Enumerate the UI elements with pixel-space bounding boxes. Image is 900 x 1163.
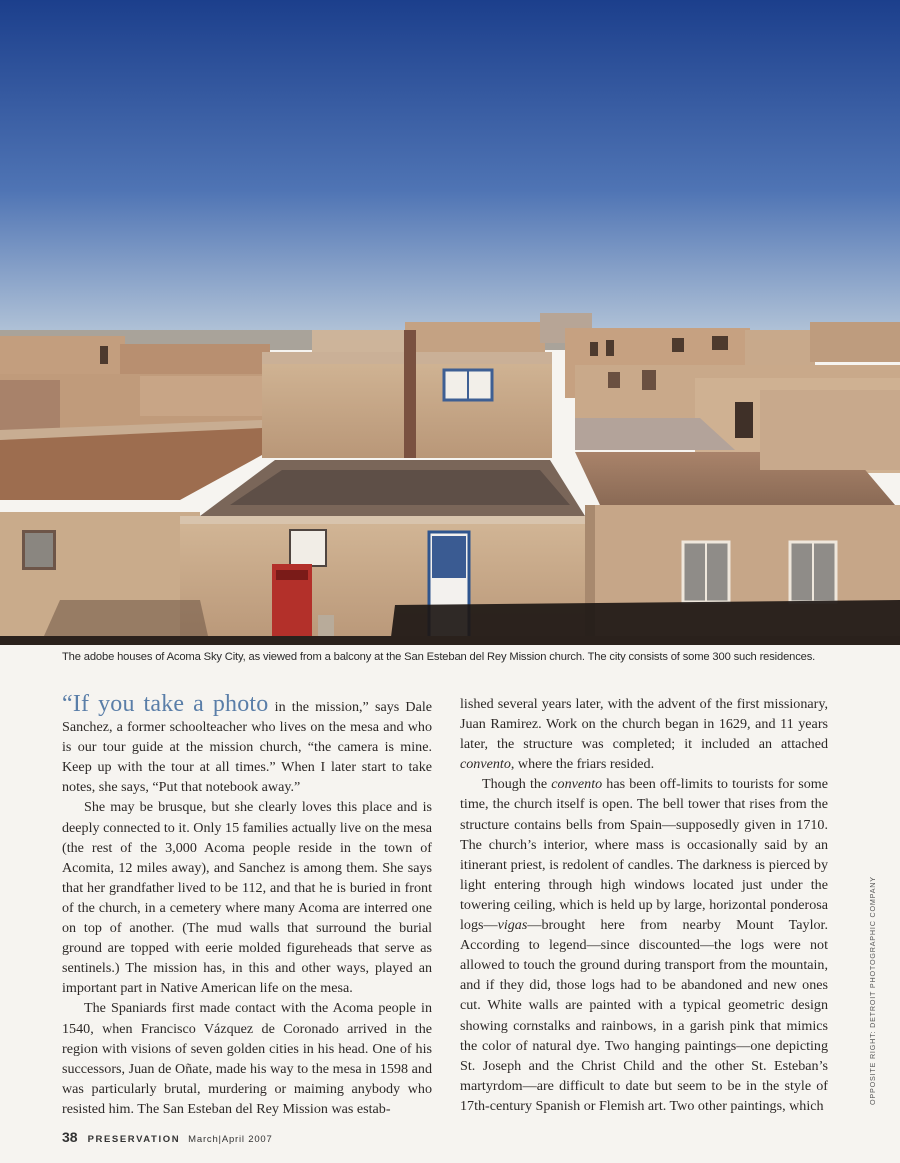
- issue-date: March|April 2007: [188, 1134, 273, 1145]
- paragraph-4-italic-1: convento: [551, 776, 603, 793]
- page-number: 38: [62, 1129, 78, 1145]
- paragraph-3-end: , where the friars resided.: [510, 756, 655, 773]
- article-paragraph-3: [62, 998, 432, 1119]
- article-paragraph-1: [62, 691, 433, 797]
- photo-credit: OPPOSITE RIGHT: DETROIT PHOTOGRAPHIC COMPANY: [868, 876, 877, 1105]
- paragraph-3-text: The Spaniards first made contact with the Acoma people in 1540, when Francisco Vázquez de Coronado arrived in the region with visions of seven golden cities in his head. One of his successors, Juan de Oñate, made his way to the mesa in 1598 and was particularly brutal, murdering or maiming anybody who resisted him. The San Esteban del Rey Mission was estab-: [62, 1000, 432, 1117]
- article-paragraph-3-cont: [460, 694, 828, 774]
- paragraph-3-continued-text: lished several years later, with the advent of the first missionary, Juan Ramirez. Work on the church began in 1629, and 11 years later, the structure was completed; it included an attached: [460, 696, 828, 753]
- photo-caption: The adobe houses of Acoma Sky City, as viewed from a balcony at the San Esteban del Rey Mission church. The city consists of some 300 such residences.: [62, 651, 816, 663]
- article-paragraph-2: She may be brusque, but she clearly loves this place and is deeply connected to it. Only 15 families actually live on the mesa (the rest of the 3,000 Acoma people reside in the town of Acomita, 12 miles away), and Sanchez is among them. She says that her grandfather lived to be 112, and that he is buried in front of the church, in a cemetery where many Acoma are interred one on top of another. (The mud walls that surround the burial ground are topped with eerie molded figureheads that serve as sentinels.) The mission has, in this and other ways, played an important part in Native American life on the mesa.: [62, 799, 432, 997]
- paragraph-4-end: —brought here from nearby Mount Taylor. According to legend—since discounted—the logs were not allowed to touch the ground during transport from the mountain, and if they did, those logs had to be abandoned and new ones cut. White walls are painted with a typical geometric design showing cornstalks and rainbows, in a garish pink that mimics the color of natural dye. Two hanging paintings—one depicting St. Joseph and the Christ Child and the other St. Esteban’s martyrdom—are difficult to date but seem to be in the style of 17th-century Spanish or Flemish art. Two other paintings, which: [460, 917, 828, 1114]
- article-column-right: [460, 694, 828, 1116]
- lead-in: “If you take a photo: [62, 691, 269, 717]
- paragraph-4-italic-2: vigas: [497, 917, 528, 934]
- paragraph-3-italic: convento: [460, 756, 511, 773]
- paragraph-4-start: Though the: [482, 776, 552, 793]
- paragraph-1-text: in the mission,” says Dale Sanchez, a former schoolteacher who lives on the mesa and who is our tour guide at the mission church, “the camera is mine. Keep up with the tour at all times.” When I later start to take notes, she says, “Put that notebook away.”: [62, 699, 433, 796]
- page-footer: [62, 1129, 273, 1147]
- article-column-left: [62, 691, 433, 1119]
- article-paragraph-4: [460, 774, 828, 1116]
- magazine-name: PRESERVATION: [87, 1134, 181, 1145]
- paragraph-4-mid: has been off-limits to tourists for some time, the church itself is open. The bell tower that rises from the structure contains bells from Spain—supposedly given in 1710. The church’s interior, where mass is occasionally said by an itinerant priest, is redolent of candles. The darkness is pierced by light entering through high windows located just under the towering ceiling, which is held up by large, horizontal ponderosa logs—: [460, 776, 829, 934]
